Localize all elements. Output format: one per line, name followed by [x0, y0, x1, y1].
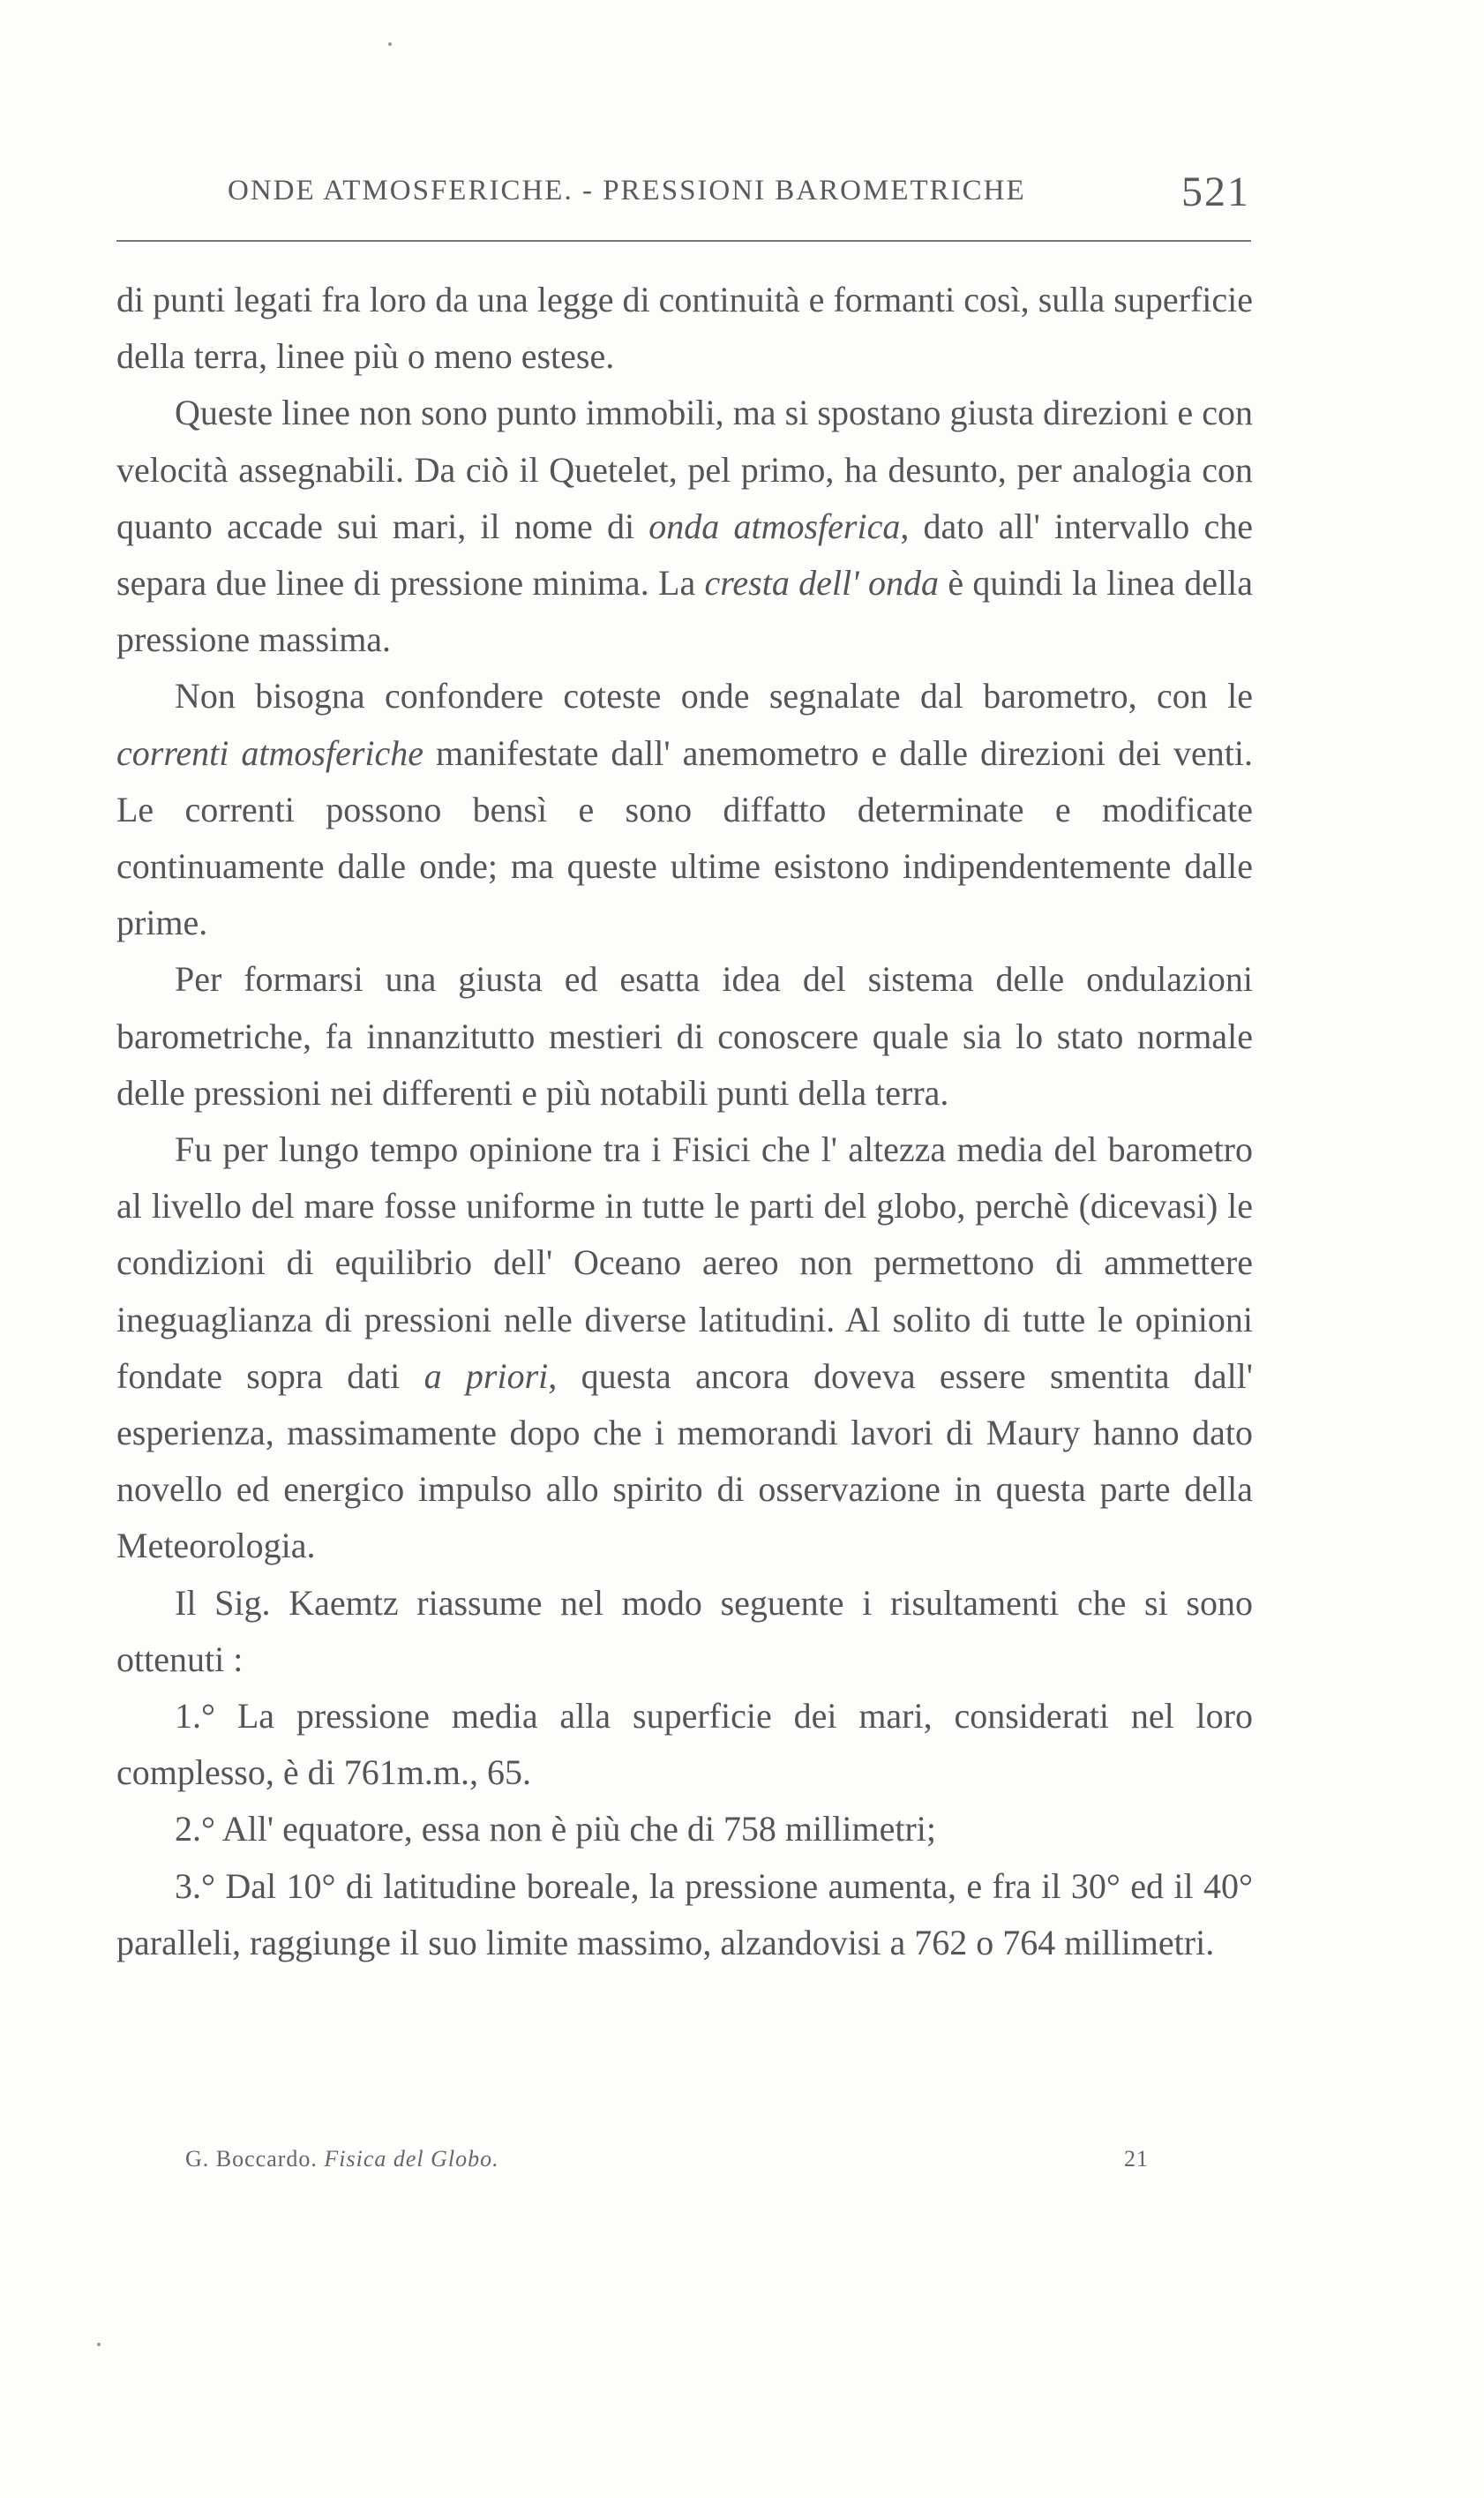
paragraph-text: Non bisogna confondere coteste onde segnalate dal barometro, con le	[175, 676, 1253, 716]
italic-term: onda atmosferica	[648, 506, 901, 546]
paragraph-text: 3.° Dal 10° di latitudine boreale, la pressione aumenta, e fra il 30° ed il 40° paralleli, raggiunge il suo limite massimo, alzandovisi a 762 o 764 millimetri.	[116, 1865, 1253, 1962]
italic-term: correnti atmosferiche	[116, 732, 424, 773]
paragraph-1	[116, 272, 1253, 385]
italic-term: a priori	[423, 1355, 549, 1396]
paragraph-text: Il Sig. Kaemtz riassume nel modo seguente i risultamenti che si sono ottenuti :	[116, 1582, 1253, 1679]
running-title: ONDE ATMOSFERICHE. - PRESSIONI BAROMETRICHE	[228, 175, 1026, 206]
paragraph-text: , dato all' intervallo che separa due linee di pressione minima. La	[116, 506, 1254, 604]
list-item-2	[116, 1801, 1253, 1857]
paragraph-text: manifestate dall' anemometro e dalle direzioni dei venti. Le correnti possono bensì e sono diffatto determinate e modificate continuamente dalle onde; ma queste ultime esistono indipendentemente dalle prime.	[116, 732, 1253, 943]
italic-term: cresta dell' onda	[704, 563, 940, 604]
paragraph-text: 1.° La pressione media alla superficie dei mari, considerati nel loro complesso, è di 761m.m., 65.	[116, 1696, 1253, 1793]
paragraph-text: 2.° All' equatore, essa non è più che di 758 millimetri;	[175, 1809, 937, 1849]
list-item-3	[116, 1858, 1253, 1971]
paragraph-6	[116, 1575, 1253, 1688]
list-item-1	[116, 1688, 1253, 1801]
paragraph-3	[116, 668, 1253, 951]
paragraph-text: Fu per lungo tempo opinione tra i Fisici che l' altezza media del barometro al livello del mare fosse uniforme in tutte le parti del globo, perchè (dicevasi) le condizioni di equilibrio dell' Oceano aereo non permettono di ammettere ineguaglianza di pressioni nelle diverse latitudini. Al solito di tutte le opinioni fondate sopra dati	[116, 1129, 1253, 1396]
paragraph-text: Per formarsi una giusta ed esatta idea del sistema delle ondulazioni barometriche, fa innanzitutto mestieri di conoscere quale sia lo stato normale delle pressioni nei differenti e più notabili punti della terra.	[116, 959, 1253, 1113]
paper-speck	[97, 2343, 101, 2346]
signature-mark: 21	[1124, 2146, 1149, 2172]
paragraph-text: di punti legati fra loro da una legge di continuità e formanti così, sulla superficie della terra, linee più o meno estese.	[116, 280, 1253, 377]
paragraph-2	[116, 385, 1253, 668]
page-number: 521	[1181, 169, 1250, 215]
paragraph-5	[116, 1121, 1253, 1575]
paragraph-4	[116, 951, 1253, 1121]
page-footer	[185, 2146, 1149, 2181]
author-name: G. Boccardo.	[185, 2146, 318, 2172]
body-text	[116, 272, 1253, 1971]
work-title: Fisica del Globo.	[324, 2146, 499, 2172]
paper-speck	[388, 42, 392, 46]
header-rule	[116, 240, 1251, 242]
paragraph-text: , questa ancora doveva essere smentita dall' esperienza, massimamente dopo che i memorandi lavori di Maury hanno dato novello ed energico impulso allo spirito di osservazione in questa parte della Meteorologia.	[116, 1355, 1254, 1566]
footer-author	[185, 2146, 499, 2172]
paragraph-text: è quindi la linea della pressione massima.	[116, 563, 1253, 660]
running-head	[115, 168, 1250, 221]
paragraph-text: Queste linee non sono punto immobili, ma si spostano giusta direzioni e con velocità assegnabili. Da ciò il Quetelet, pel primo, ha desunto, per analogia con quanto accade sui mari, il nome di	[116, 393, 1253, 546]
